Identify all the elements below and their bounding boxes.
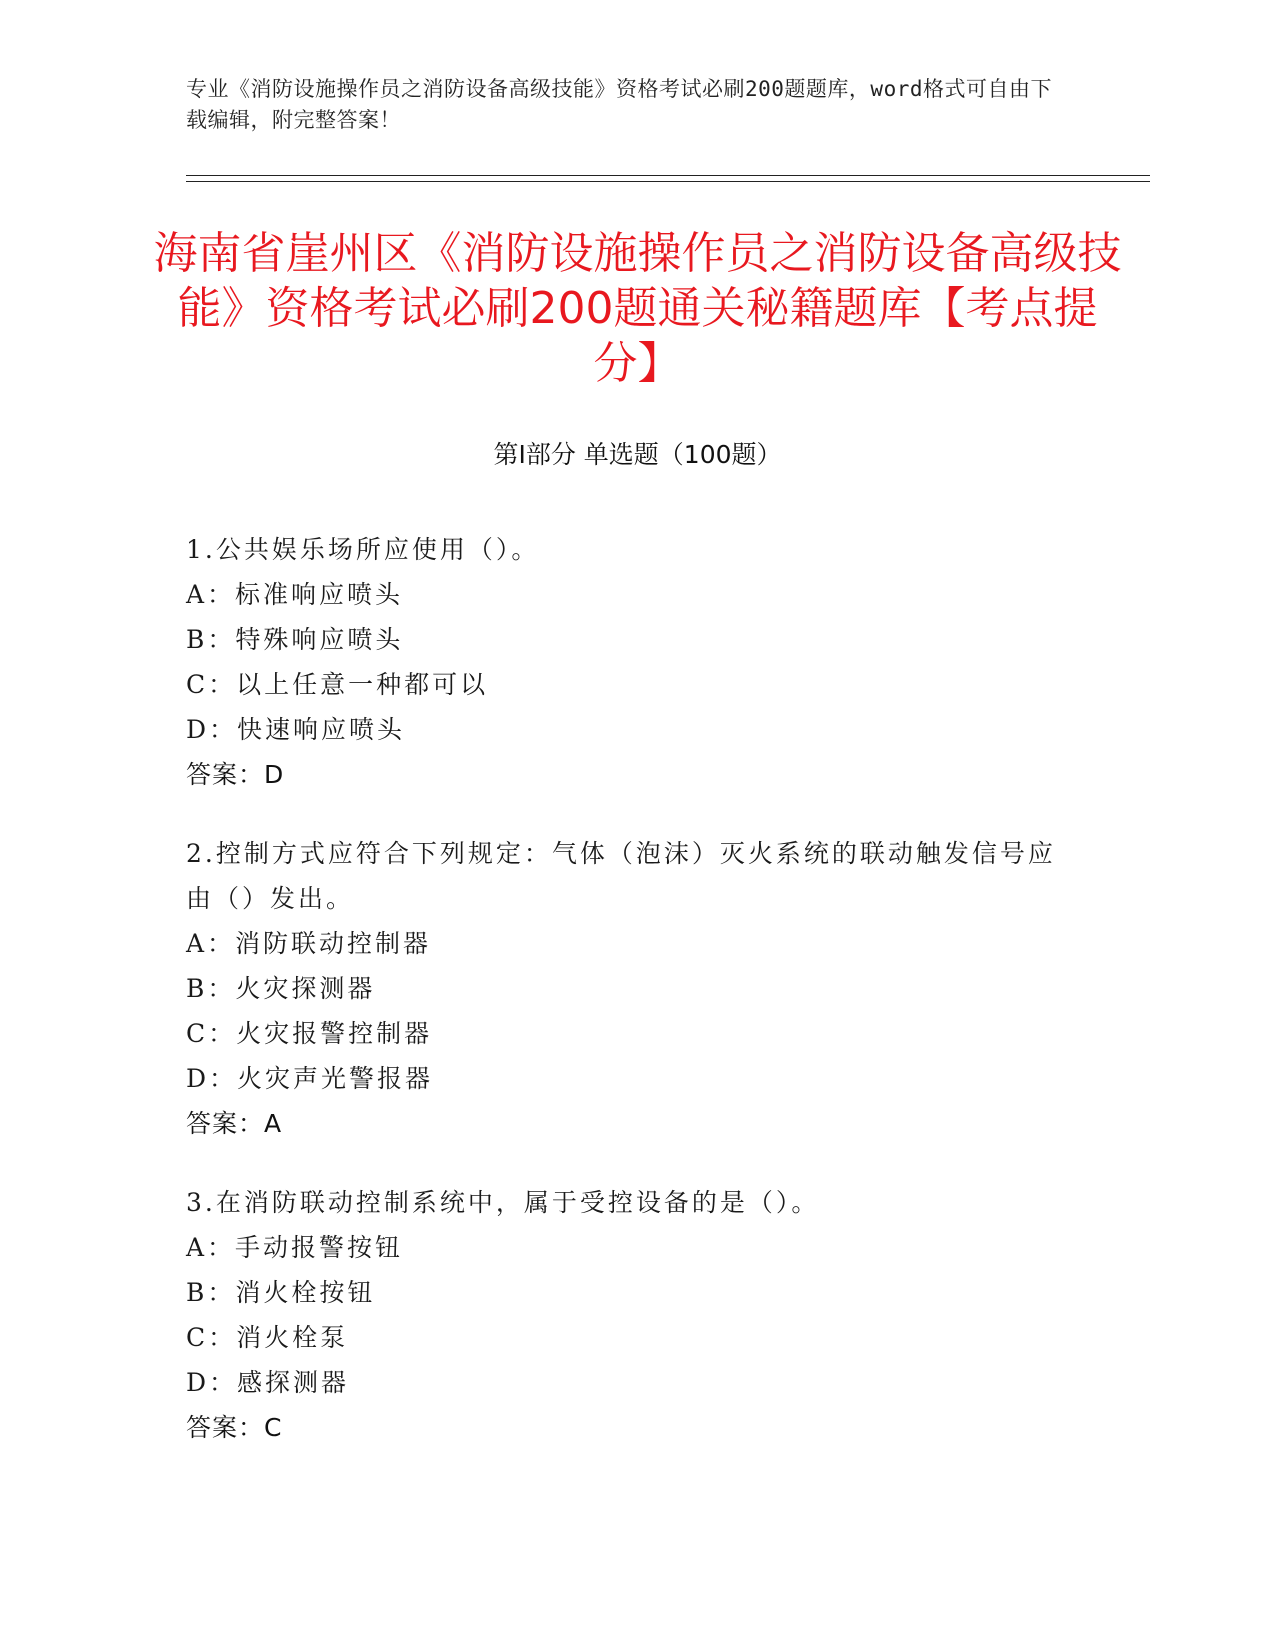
option-c: C：火灾报警控制器 (186, 1019, 433, 1048)
option-d: D：感探测器 (186, 1368, 350, 1397)
option-c: C：以上任意一种都可以 (186, 670, 489, 699)
question-stem: 2.控制方式应符合下列规定：气体（泡沫）灭火系统的联动触发信号应由（）发出。 (186, 839, 1056, 913)
option-d: D：快速响应喷头 (186, 715, 406, 744)
option-b: B：消火栓按钮 (186, 1278, 376, 1307)
option-a: A：标准响应喷头 (186, 580, 404, 609)
question-stem: 1.公共娱乐场所应使用（）。 (186, 535, 540, 564)
answer: 答案：C (186, 1413, 283, 1442)
document-intro: 专业《消防设施操作员之消防设备高级技能》资格考试必刷200题题库，word格式可自由下载编辑，附完整答案！ (186, 77, 1052, 132)
question-stem: 3.在消防联动控制系统中，属于受控设备的是（）。 (186, 1188, 820, 1217)
option-c: C：消火栓泵 (186, 1323, 349, 1352)
document-title: 海南省崖州区《消防设施操作员之消防设备高级技能》资格考试必刷200题通关秘籍题库【考点提分】 (153, 228, 1122, 389)
option-a: A：手动报警按钮 (186, 1233, 404, 1262)
option-b: B：火灾探测器 (186, 974, 376, 1003)
answer: 答案：D (186, 760, 285, 789)
question-3 (186, 1180, 1066, 1450)
header-divider-bottom (186, 181, 1150, 182)
header-divider-top (186, 175, 1150, 176)
option-d: D：火灾声光警报器 (186, 1064, 434, 1093)
section-title: 第Ⅰ部分 单选题（100题） (493, 440, 782, 469)
question-list (186, 527, 1066, 1484)
question-1 (186, 527, 1066, 797)
answer: 答案：A (186, 1109, 283, 1138)
option-b: B：特殊响应喷头 (186, 625, 404, 654)
option-a: A：消防联动控制器 (186, 929, 432, 958)
question-2 (186, 831, 1066, 1146)
